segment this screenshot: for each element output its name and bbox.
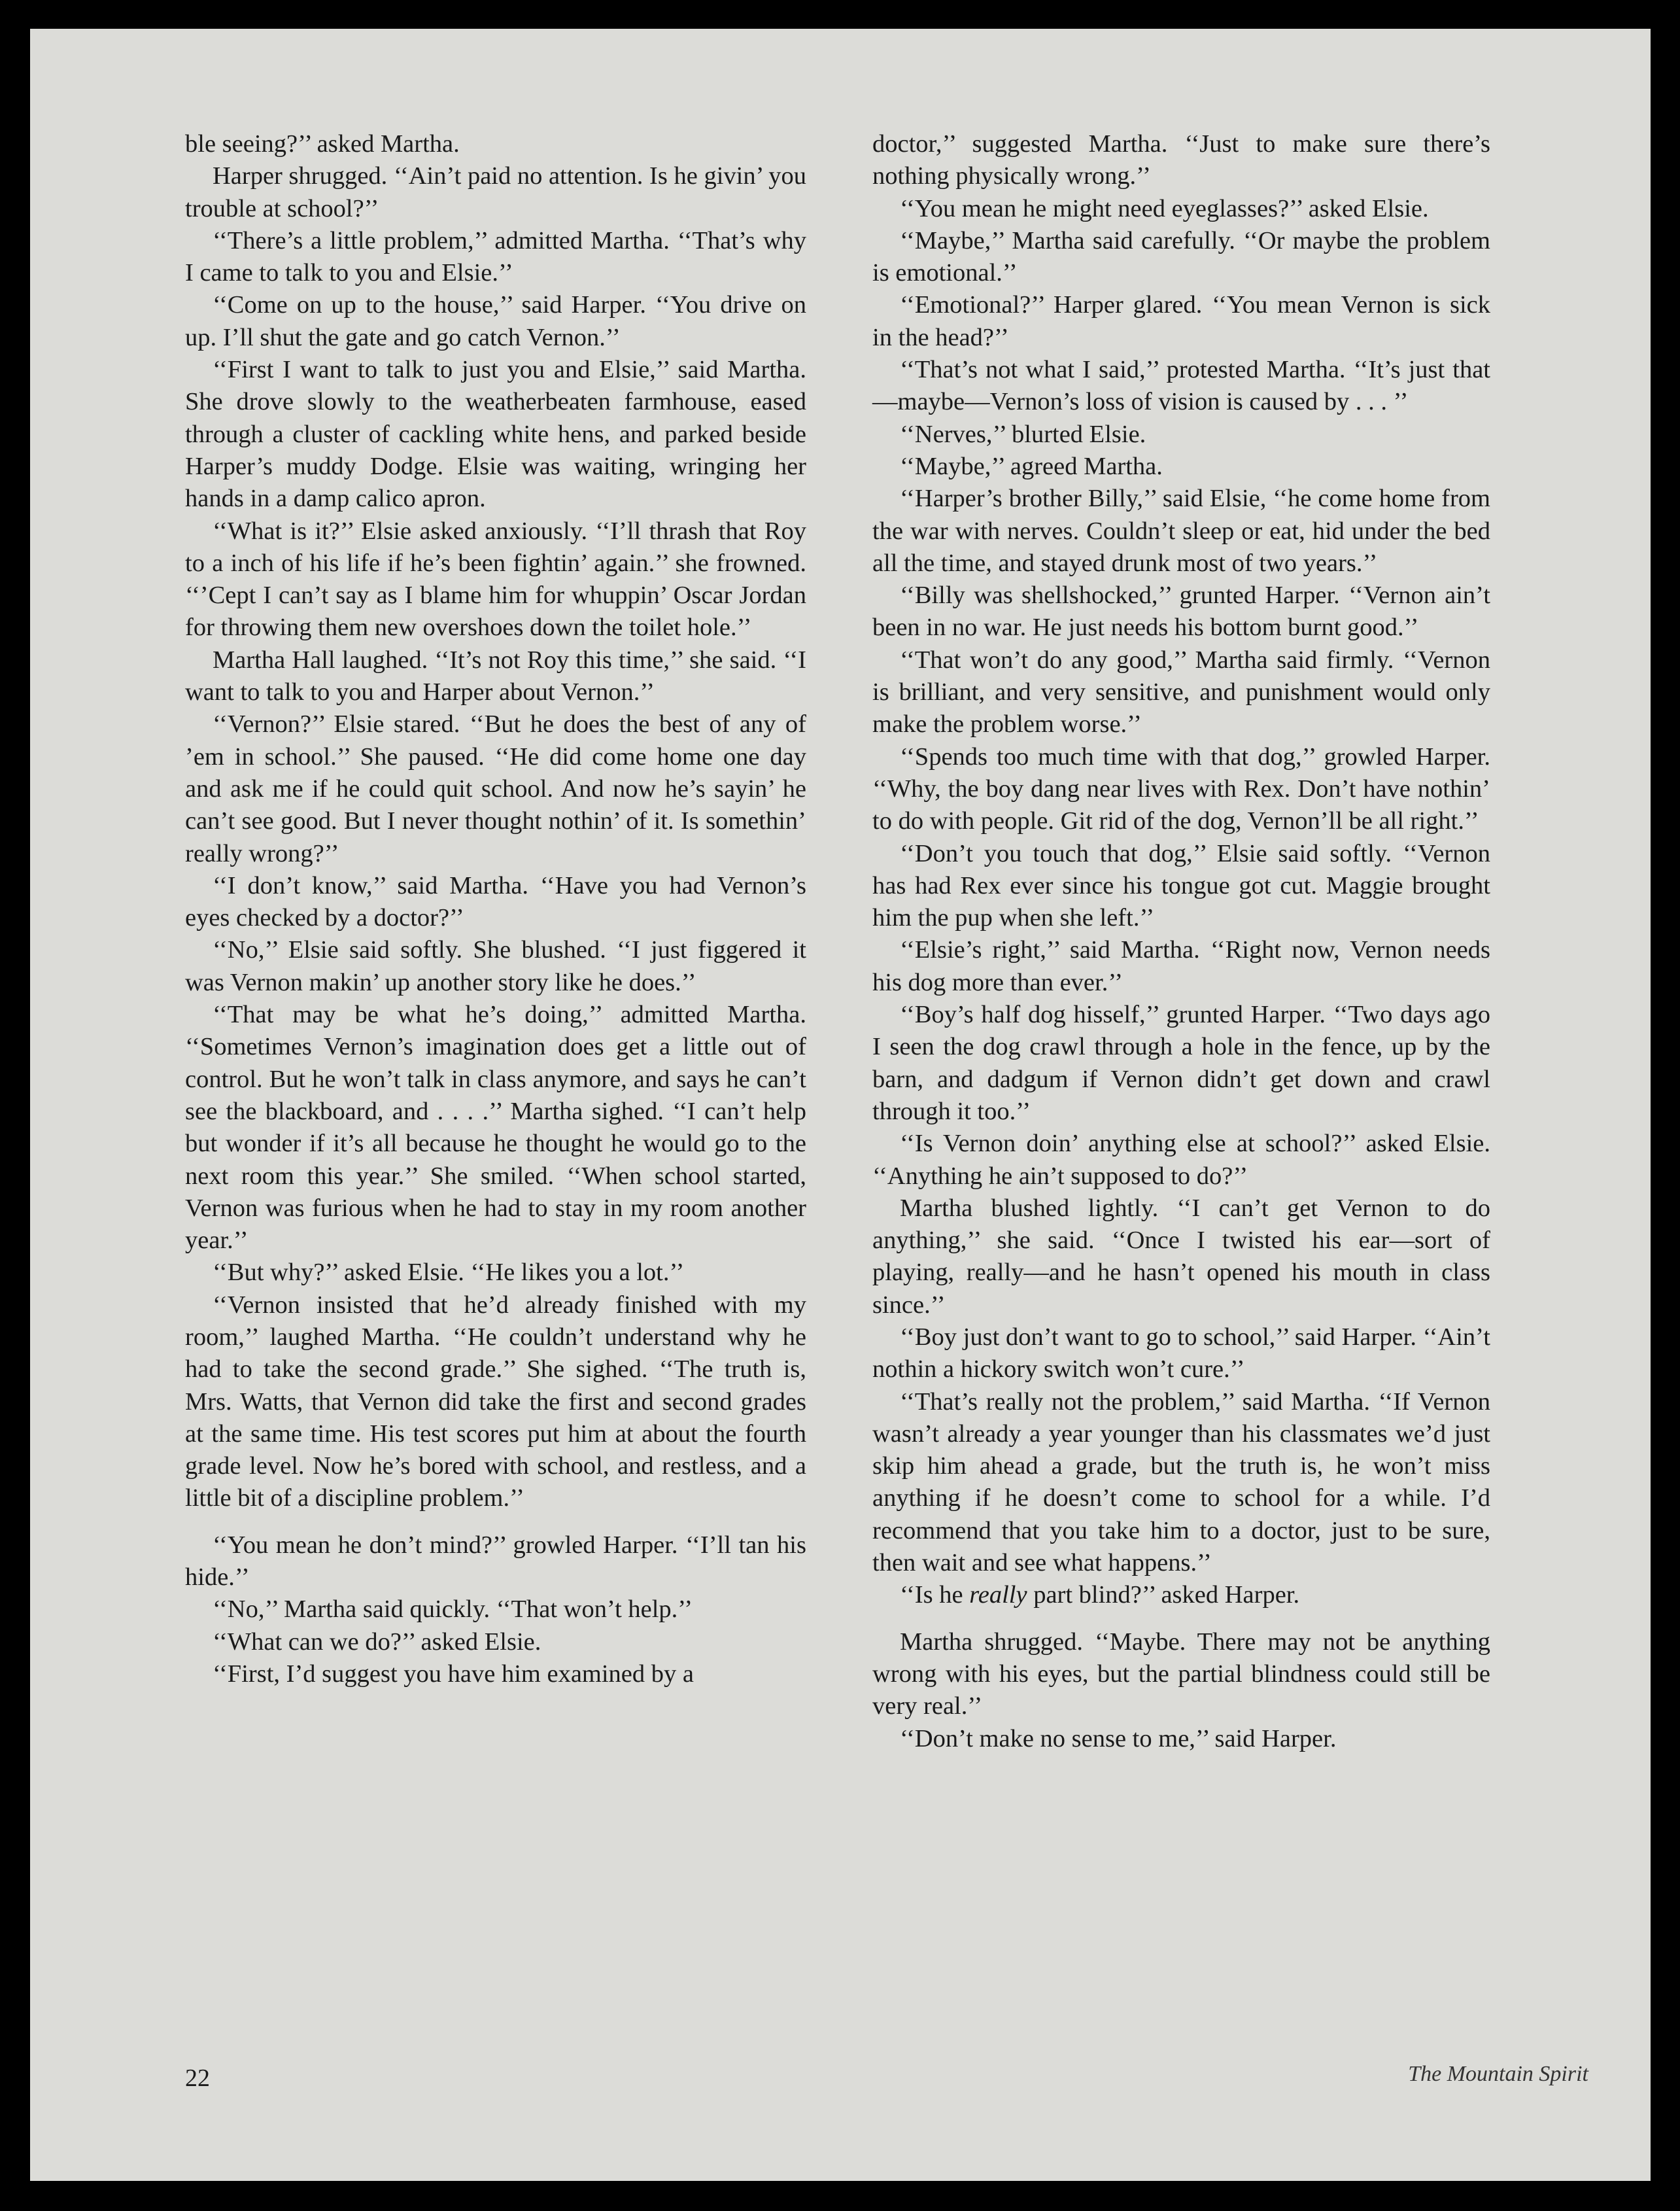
right-text-column bbox=[872, 128, 1490, 1755]
paragraph: Martha Hall laughed. ‘‘It’s not Roy this time,’’ she said. ‘‘I want to talk to you and Harper about Vernon.’’ bbox=[185, 646, 806, 706]
paragraph: ‘‘Spends too much time with that dog,’’ growled Harper. ‘‘Why, the boy dang near lives with Rex. Don’t have nothin’ to do with people. Git rid of the dog, Vernon’ll be all right.’’ bbox=[872, 742, 1490, 835]
paragraph: ‘‘Is Vernon doin’ anything else at school?’’ asked Elsie. ‘‘Anything he ain’t supposed to do?’’ bbox=[872, 1130, 1490, 1190]
paragraph: ‘‘There’s a little problem,’’ admitted Martha. ‘‘That’s why I came to talk to you and Elsie.’’ bbox=[185, 226, 806, 287]
paragraph: ‘‘First I want to talk to just you and Elsie,’’ said Martha. She drove slowly to the weatherbeaten farmhouse, eased through a cluster of cackling white hens, and parked beside Harper’s muddy Dodge. Elsie was waiting, wringing her hands in a damp calico apron. bbox=[185, 356, 806, 513]
paragraph: ‘‘I don’t know,’’ said Martha. ‘‘Have you had Vernon’s eyes checked by a doctor?’’ bbox=[185, 871, 806, 932]
paragraph: ‘‘Emotional?’’ Harper glared. ‘‘You mean Vernon is sick in the head?’’ bbox=[872, 291, 1490, 351]
paragraph: ‘‘That’s not what I said,’’ protested Martha. ‘‘It’s just that—maybe—Vernon’s loss of vision is caused by . . . ’’ bbox=[872, 356, 1490, 416]
paragraph: ‘‘What can we do?’’ asked Elsie. bbox=[213, 1628, 541, 1656]
page-number: 22 bbox=[185, 2064, 210, 2092]
paragraph: ‘‘No,’’ Elsie said softly. She blushed. ‘‘I just figgered it was Vernon makin’ up another story like he does.’’ bbox=[185, 936, 806, 996]
paragraph: ‘‘What is it?’’ Elsie asked anxiously. ‘‘I’ll thrash that Roy to a inch of his life if he’s been fightin’ again.’’ she frowned. ‘‘’Cept I can’t say as I blame him for whuppin’ Oscar Jordan for throwing them new overshoes down the toilet hole.’’ bbox=[185, 517, 806, 642]
paragraph: ‘‘That won’t do any good,’’ Martha said firmly. ‘‘Vernon is brilliant, and very sensitive, and punishment would only make the problem worse.’’ bbox=[872, 646, 1490, 739]
left-text-column bbox=[185, 128, 806, 1690]
paragraph: ‘‘Don’t you touch that dog,’’ Elsie said softly. ‘‘Vernon has had Rex ever since his tongue got cut. Maggie brought him the pup when she left.’’ bbox=[872, 839, 1490, 932]
text-run: part blind?’’ asked Harper. bbox=[1027, 1581, 1300, 1609]
text-run: ‘‘Is he bbox=[900, 1581, 970, 1609]
paragraph: Martha blushed lightly. ‘‘I can’t get Vernon to do anything,’’ she said. ‘‘Once I twisted his ear—sort of playing, really—and he hasn’t opened his mouth in class since.’’ bbox=[872, 1194, 1490, 1319]
paragraph: ‘‘Come on up to the house,’’ said Harper. ‘‘You drive on up. I’ll shut the gate and go catch Vernon.’’ bbox=[185, 291, 806, 351]
paragraph: ‘‘But why?’’ asked Elsie. ‘‘He likes you a lot.’’ bbox=[213, 1259, 685, 1287]
paragraph: ‘‘Maybe,’’ Martha said carefully. ‘‘Or maybe the problem is emotional.’’ bbox=[872, 226, 1490, 287]
paragraph: ‘‘Billy was shellshocked,’’ grunted Harper. ‘‘Vernon ain’t been in no war. He just needs his bottom burnt good.’’ bbox=[872, 582, 1490, 642]
paragraph: ble seeing?’’ asked Martha. bbox=[185, 130, 460, 158]
paragraph: ‘‘You mean he might need eyeglasses?’’ asked Elsie. bbox=[900, 194, 1429, 222]
paragraph: ‘‘No,’’ Martha said quickly. ‘‘That won’t help.’’ bbox=[213, 1595, 693, 1624]
paragraph: ‘‘Don’t make no sense to me,’’ said Harper. bbox=[900, 1724, 1337, 1752]
paragraph: ‘‘First, I’d suggest you have him examined by a bbox=[213, 1660, 694, 1688]
paragraph: ‘‘Elsie’s right,’’ said Martha. ‘‘Right now, Vernon needs his dog more than ever.’’ bbox=[872, 936, 1490, 996]
paragraph: Martha shrugged. ‘‘Maybe. There may not be anything wrong with his eyes, but the partial blindness could still be very real.’’ bbox=[872, 1628, 1490, 1720]
running-title: The Mountain Spirit bbox=[1408, 2062, 1588, 2086]
paragraph: ‘‘You mean he don’t mind?’’ growled Harper. ‘‘I’ll tan his hide.’’ bbox=[185, 1531, 806, 1592]
paragraph: ‘‘Vernon insisted that he’d already finished with my room,’’ laughed Martha. ‘‘He couldn’t understand why he had to take the second grade.’’ She sighed. ‘‘The truth is, Mrs. Watts, that Vernon did take the first and second grades at the same time. His test scores put him at about the fourth grade level. Now he’s bored with school, and restless, and a little bit of a discipline problem.’’ bbox=[185, 1291, 806, 1512]
emphasized-word: really bbox=[969, 1581, 1027, 1609]
paragraph: ‘‘That may be what he’s doing,’’ admitted Martha. ‘‘Sometimes Vernon’s imagination does get a little out of control. But he won’t talk in class anymore, and says he can’t see the blackboard, and . . . .’’ Martha sighed. ‘‘I can’t help but wonder if it’s all because he thought he would go to the next room this year.’’ She smiled. ‘‘When school started, Vernon was furious when he had to stay in my room another year.’’ bbox=[185, 1001, 806, 1255]
paragraph: doctor,’’ suggested Martha. ‘‘Just to make sure there’s nothing physically wrong.’’ bbox=[872, 130, 1490, 190]
paragraph: ‘‘Boy’s half dog hisself,’’ grunted Harper. ‘‘Two days ago I seen the dog crawl through a hole in the fence, up by the barn, and dadgum if Vernon didn’t get down and crawl through it too.’’ bbox=[872, 1001, 1490, 1125]
paragraph: ‘‘Nerves,’’ blurted Elsie. bbox=[900, 420, 1146, 448]
paragraph: ‘‘Harper’s brother Billy,’’ said Elsie, ‘‘he come home from the war with nerves. Couldn’t sleep or eat, hid under the bed all the time, and stayed drunk most of two years.’’ bbox=[872, 485, 1490, 577]
paragraph: ‘‘Maybe,’’ agreed Martha. bbox=[900, 452, 1163, 480]
paragraph: ‘‘Vernon?’’ Elsie stared. ‘‘But he does the best of any of ’em in school.’’ She paused. ‘‘He did come home one day and ask me if he could quit school. And now he’s sayin’ he can’t see good. But I never thought nothin’ of it. Is somethin’ really wrong?’’ bbox=[185, 710, 806, 867]
paragraph: ‘‘Boy just don’t want to go to school,’’ said Harper. ‘‘Ain’t nothin a hickory switch won’t cure.’’ bbox=[872, 1323, 1490, 1384]
paragraph: Harper shrugged. ‘‘Ain’t paid no attention. Is he givin’ you trouble at school?’’ bbox=[185, 162, 806, 222]
paragraph: ‘‘That’s really not the problem,’’ said Martha. ‘‘If Vernon wasn’t already a year younger than his classmates we’d just skip him ahead a grade, but the truth is, he won’t miss anything if he doesn’t come to school for a while. I’d recommend that you take him to a doctor, just to be sure, then wait and see what happens.’’ bbox=[872, 1387, 1490, 1577]
paragraph-with-emphasis bbox=[872, 1579, 1490, 1611]
